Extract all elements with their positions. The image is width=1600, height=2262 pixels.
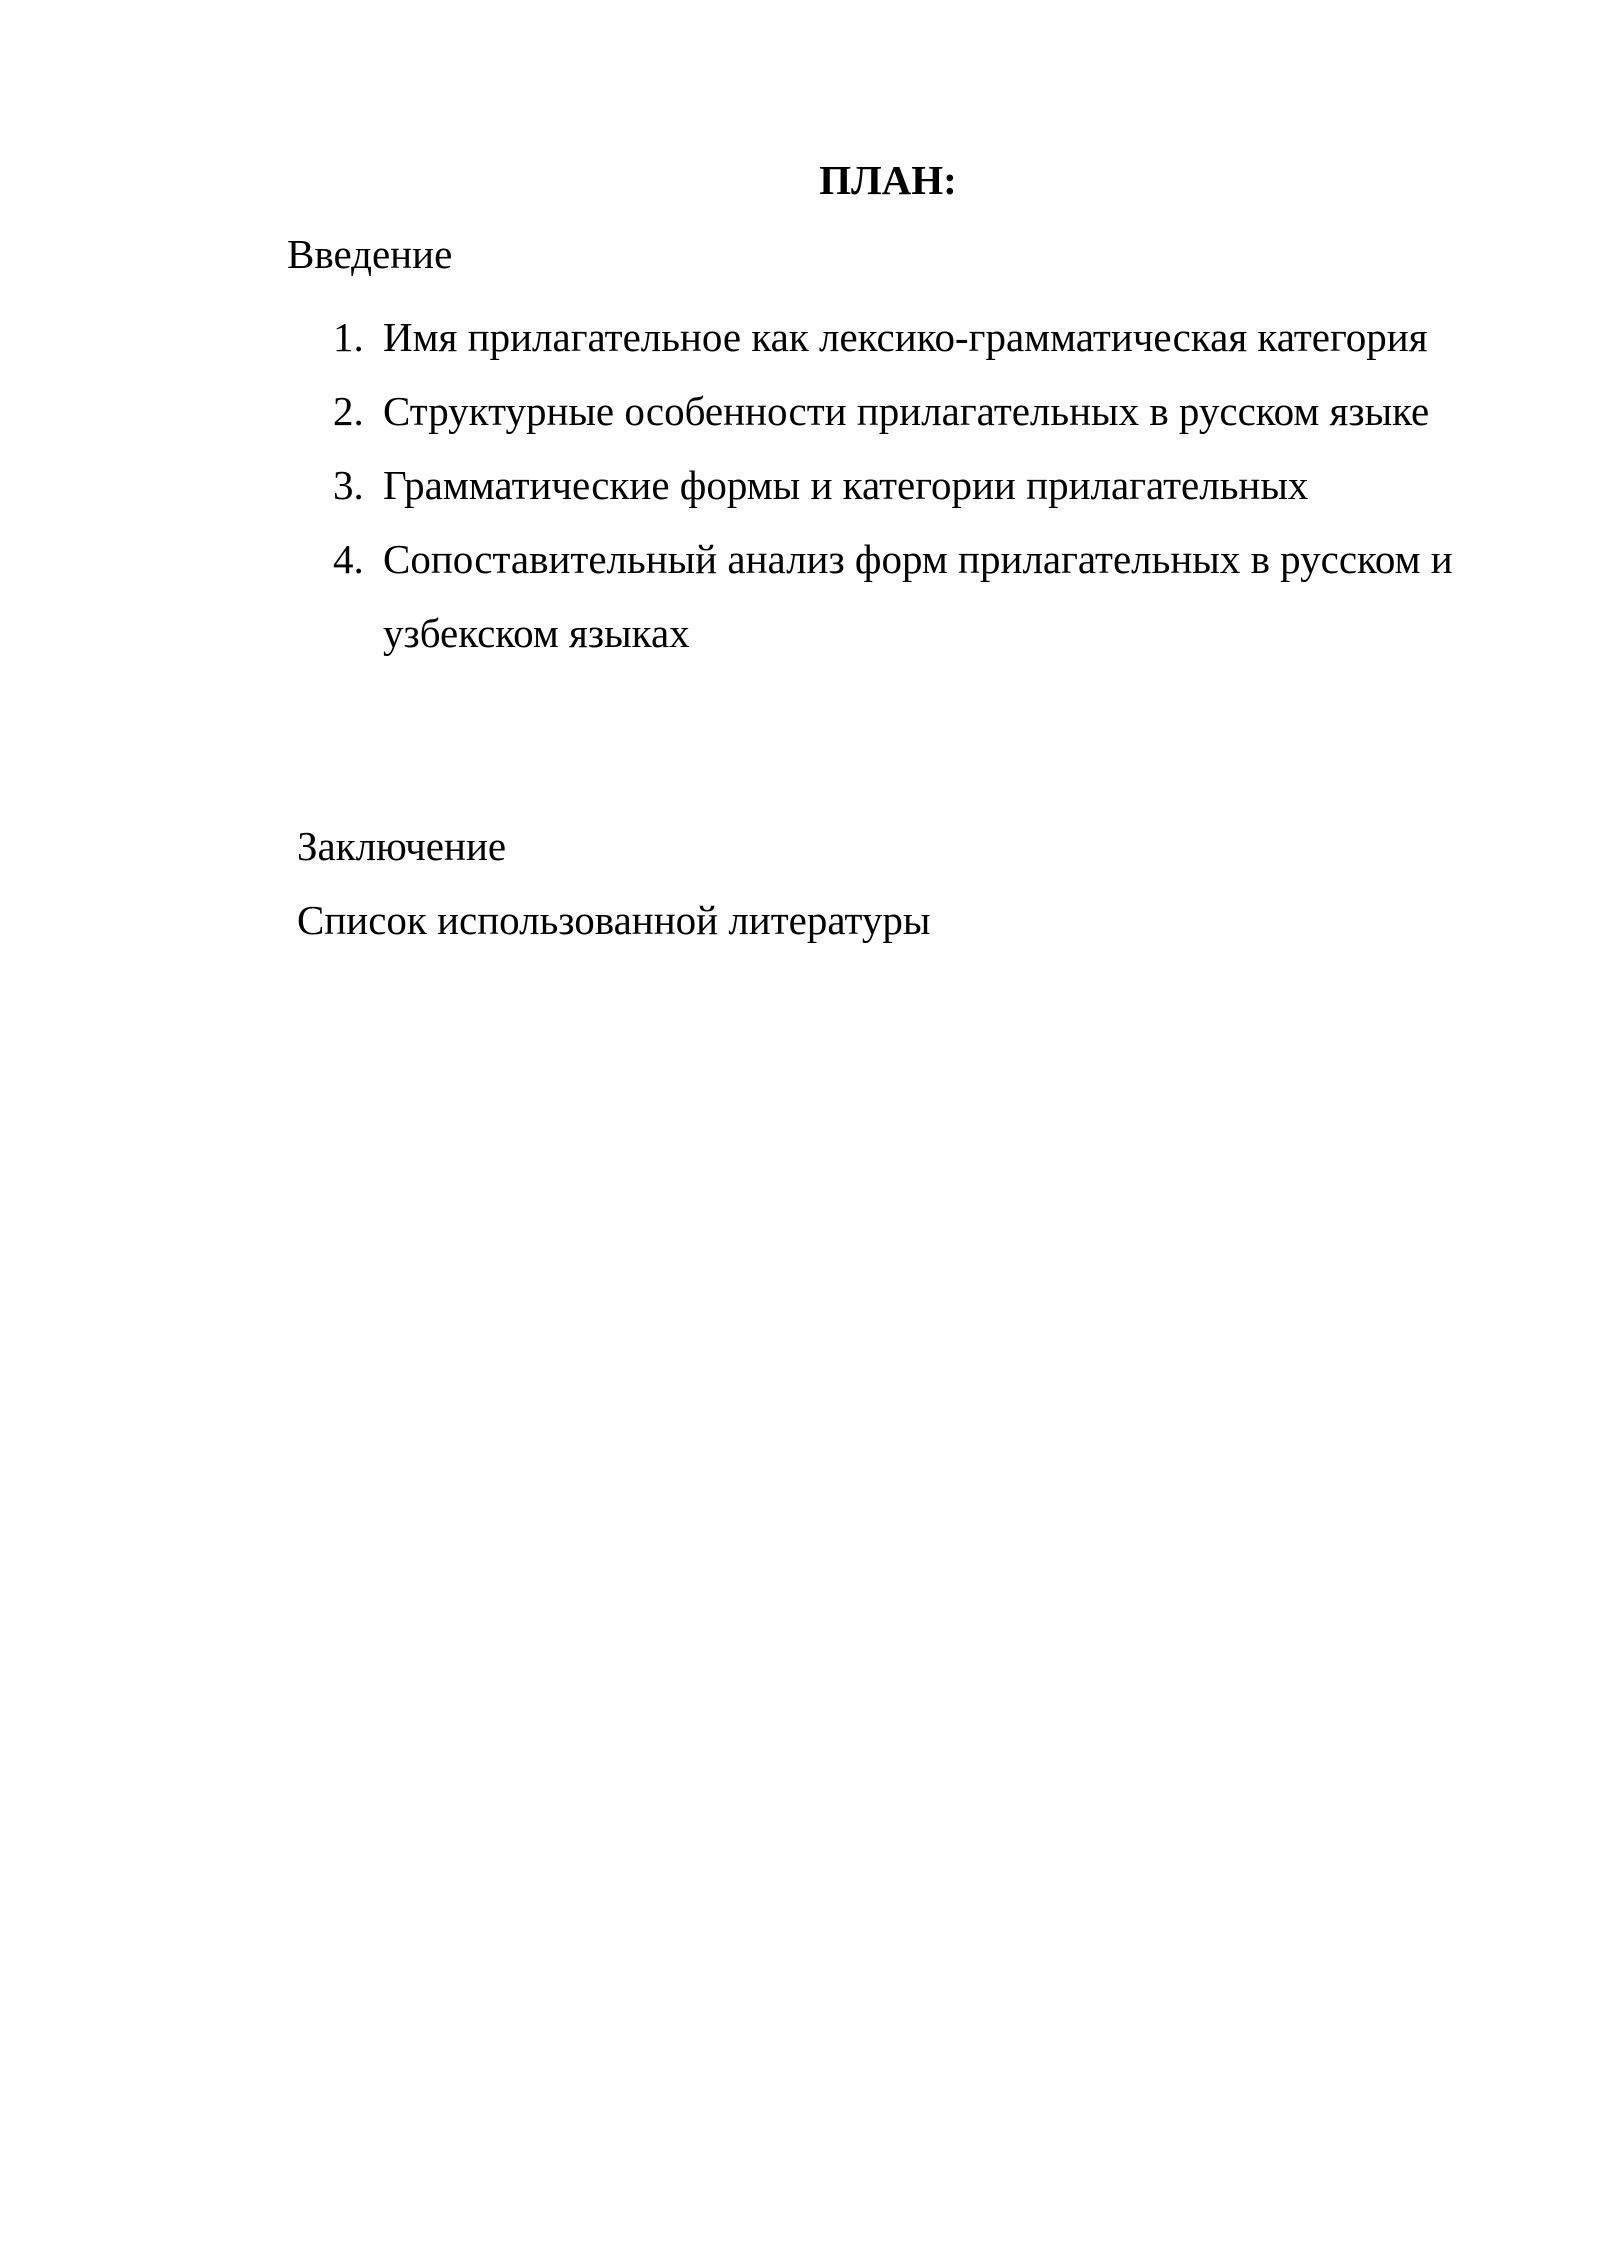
plan-title: ПЛАН: [819,157,957,203]
plan-item-number: 1. [333,314,364,360]
plan-item-number: 3. [333,462,364,508]
intro-entry: Введение [287,231,453,277]
plan-item-text: Имя прилагательное как лексико-грамматическая категория [383,314,1428,360]
plan-item [0,522,1483,670]
plan-item-text: Грамматические формы и категории прилагательных [383,462,1309,508]
plan-item [0,300,1483,374]
plan-item-text: Сопоставительный анализ форм прилагательных в русском и узбекском языках [383,536,1453,656]
plan-item-number: 4. [333,536,364,582]
conclusion-entry: Заключение [297,823,507,869]
plan-list [0,300,1483,670]
plan-item [0,374,1483,448]
plan-item-text: Структурные особенности прилагательных в русском языке [383,388,1430,434]
plan-item-number: 2. [333,388,364,434]
references-entry: Список использованной литературы [297,897,931,943]
plan-item [0,448,1483,522]
